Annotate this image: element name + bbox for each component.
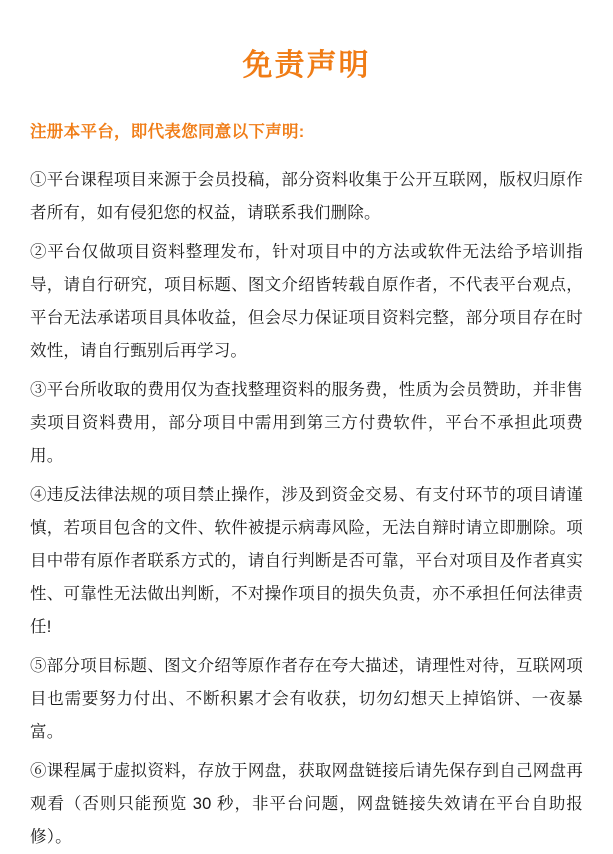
disclaimer-paragraph-3: ③平台所收取的费用仅为查找整理资料的服务费，性质为会员赞助，并非售卖项目资料费用，部分项目中需用到第三方付费软件，平台不承担此项费用。 — [30, 381, 583, 466]
disclaimer-paragraph-4: ④违反法律法规的项目禁止操作，涉及到资金交易、有支付环节的项目请谨慎，若项目包含的文件、软件被提示病毒风险，无法自辩时请立即删除。项目中带有原作者联系方式的，请自行判断是否可靠，平台对项目及作者真实性、可靠性无法做出判断，不对操作项目的损失负责，亦不承担任何法律责任! — [30, 486, 583, 637]
disclaimer-paragraph-6: ⑥课程属于虚拟资料，存放于网盘，获取网盘链接后请先保存到自己网盘再观看（否则只能预览 30 秒，非平台问题，网盘链接失效请在平台自助报修）。 — [30, 762, 583, 847]
disclaimer-paragraph-5: ⑤部分项目标题、图文介绍等原作者存在夸大描述，请理性对待，互联网项目也需要努力付出、不断积累才会有收获，切勿幻想天上掉馅饼、一夜暴富。 — [30, 657, 583, 742]
disclaimer-paragraph-2: ②平台仅做项目资料整理发布，针对项目中的方法或软件无法给予培训指导，请自行研究，项目标题、图文介绍皆转载自原作者，不代表平台观点，平台无法承诺项目具体收益，但会尽力保证项目资料完整，部分项目存在时效性，请自行甄别后再学习。 — [30, 243, 583, 361]
agreement-lead-text: 注册本平台，即代表您同意以下声明: — [30, 123, 305, 141]
disclaimer-paragraph-1: ①平台课程项目来源于会员投稿，部分资料收集于公开互联网，版权归原作者所有，如有侵犯您的权益，请联系我们删除。 — [30, 171, 583, 223]
page-title: 免责声明 — [242, 49, 371, 82]
